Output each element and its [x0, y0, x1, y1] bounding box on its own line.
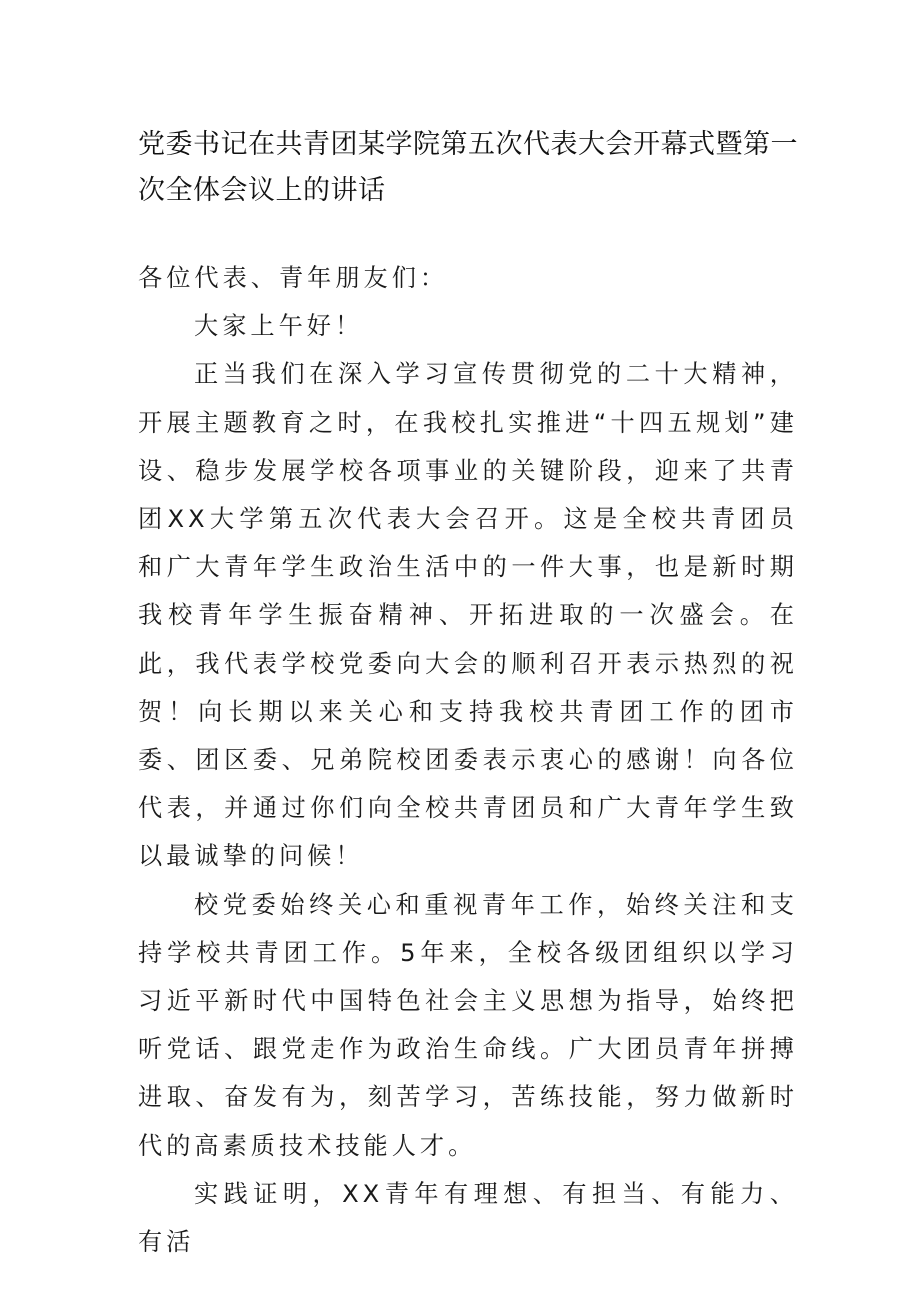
salutation: 各位代表、青年朋友们： [138, 264, 449, 292]
document-body [138, 254, 798, 1266]
paragraph-opening: 正当我们在深入学习宣传贯彻党的二十大精神，开展主题教育之时，在我校扎实推进“十四五规划”建设、稳步发展学校各项事业的关键阶段，迎来了共青团XX大学第五次代表大会召开。这是全校共青团员和广大青年学生政治生活中的一件大事，也是新时期我校青年学生振奋精神、开拓进取的一次盛会。在此，我代表学校党委向大会的顺利召开表示热烈的祝贺！向长期以来关心和支持我校共青团工作的团市委、团区委、兄弟院校团委表示衷心的感谢！向各位代表，并通过你们向全校共青团员和广大青年学生致以最诚挚的问候！ [138, 360, 798, 871]
paragraph-achievements: 校党委始终关心和重视青年工作，始终关注和支持学校共青团工作。5年来，全校各级团组织以学习习近平新时代中国特色社会主义思想为指导，始终把听党话、跟党走作为政治生命线。广大团员青年拼搏进取、奋发有为，刻苦学习，苦练技能，努力做新时代的高素质技术技能人才。 [138, 890, 798, 1160]
paragraph-greeting: 大家上午好！ [194, 312, 364, 341]
document-title: 党委书记在共青团某学院第五次代表大会开幕式暨第一次全体会议上的讲话 [138, 129, 798, 206]
paragraph-practice: 实践证明，XX青年有理想、有担当、有能力、有活 [138, 1179, 798, 1257]
